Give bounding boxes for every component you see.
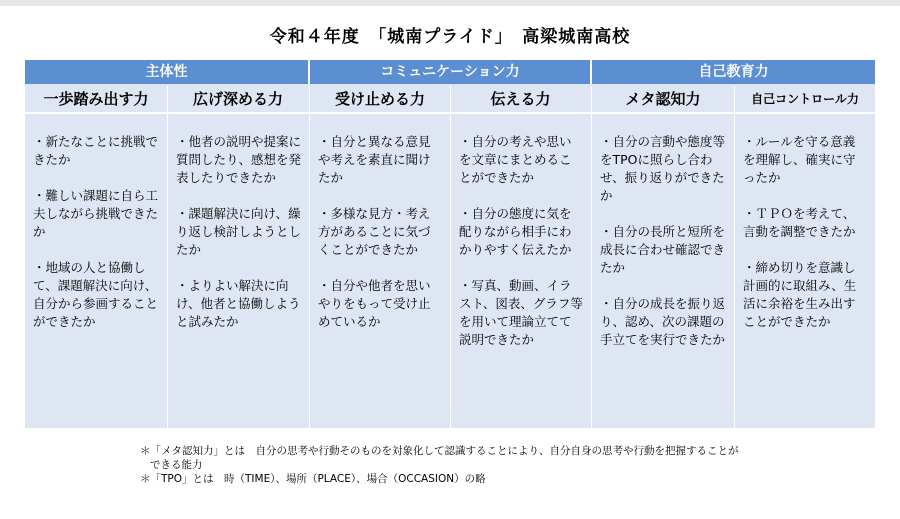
list-item: ・課題解決に向け、繰り返し検討しようとしたか	[176, 206, 302, 257]
top-bar	[0, 0, 900, 6]
list-item: ・自分の言動や態度等をTPOに照らし合わせ、振り返りができたか	[600, 134, 726, 203]
group-header-communication: コミュニケーション力	[310, 60, 590, 84]
list-item: ・自分や他者を思いやりをもって受け止めているか	[318, 278, 431, 329]
list-item: ・締め切りを意識し計画的に取組み、生活に余裕を生み出すことができたか	[743, 260, 857, 329]
list-item: ・自分と異なる意見や考えを素直に聞けたか	[318, 134, 431, 185]
list-item: ・多様な見方・考え方があることに気づくことができたか	[318, 206, 431, 257]
cell-tsutaeru	[451, 133, 591, 367]
list-item: ・自分の成長を振り返り、認め、次の課題の手立てを実行できたか	[600, 296, 726, 347]
footnote-meta-cont: できる能力	[150, 459, 203, 471]
column-header-self-control: 自己コントロール力	[735, 86, 875, 112]
cell-hirogefukameru	[168, 133, 309, 349]
cell-self-control	[735, 133, 875, 349]
group-divider	[590, 60, 592, 84]
list-item: ・地域の人と協働して、課題解決に向け、自分から参画することができたか	[33, 260, 159, 329]
list-item: ・自分の長所と短所を成長に合わせ確認できたか	[600, 224, 726, 275]
page-title: 令和４年度 「城南プライド」 高梁城南高校	[269, 27, 631, 47]
list-item: ・ＴＰＯを考えて、言動を調整できたか	[743, 206, 856, 239]
group-header-self-education: 自己教育力	[592, 60, 875, 84]
cell-uketomeru	[310, 133, 450, 349]
column-header-hirogefukameru: 広げ深める力	[168, 86, 308, 112]
list-item: ・自分の考えや思いを文章にまとめることができたか	[459, 134, 572, 185]
list-item: ・写真、動画、イラスト、図表、グラフ等を用いて理論立てて説明できたか	[459, 278, 583, 347]
cell-metaninchi	[592, 133, 734, 367]
list-item: ・ルールを守る意義を理解し、確実に守ったか	[743, 134, 856, 185]
list-item: ・自分の態度に気を配りながら相手にわかりやすく伝えたか	[459, 206, 572, 257]
pride-table	[25, 60, 875, 428]
list-item: ・難しい課題に自ら工夫しながら挑戦できたか	[33, 188, 159, 239]
column-header-tsutaeru: 伝える力	[451, 86, 590, 112]
footnote-tpo: ＊「TPO」とは 時（TIME）、場所（PLACE）、場合（OCCASION）の略	[140, 473, 486, 485]
column-header-uketomeru: 受け止める力	[310, 86, 450, 112]
column-header-ippo: 一歩踏み出す力	[25, 86, 167, 112]
list-item: ・新たなことに挑戦できたか	[33, 134, 159, 167]
footnotes	[140, 444, 840, 486]
list-item: ・よりよい解決に向け、他者と協働しようと試みたか	[176, 278, 301, 329]
footnote-meta: ＊「メタ認知力」とは 自分の思考や行動そのものを対象化して認識することにより、自分自身の思考や行動を把握することが	[140, 445, 739, 457]
group-header-shutaisei: 主体性	[25, 60, 308, 84]
group-divider	[308, 60, 310, 84]
cell-ippo	[25, 133, 167, 349]
list-item: ・他者の説明や提案に質問したり、感想を発表したりできたか	[176, 134, 302, 185]
column-header-metaninchi: メタ認知力	[592, 86, 734, 112]
